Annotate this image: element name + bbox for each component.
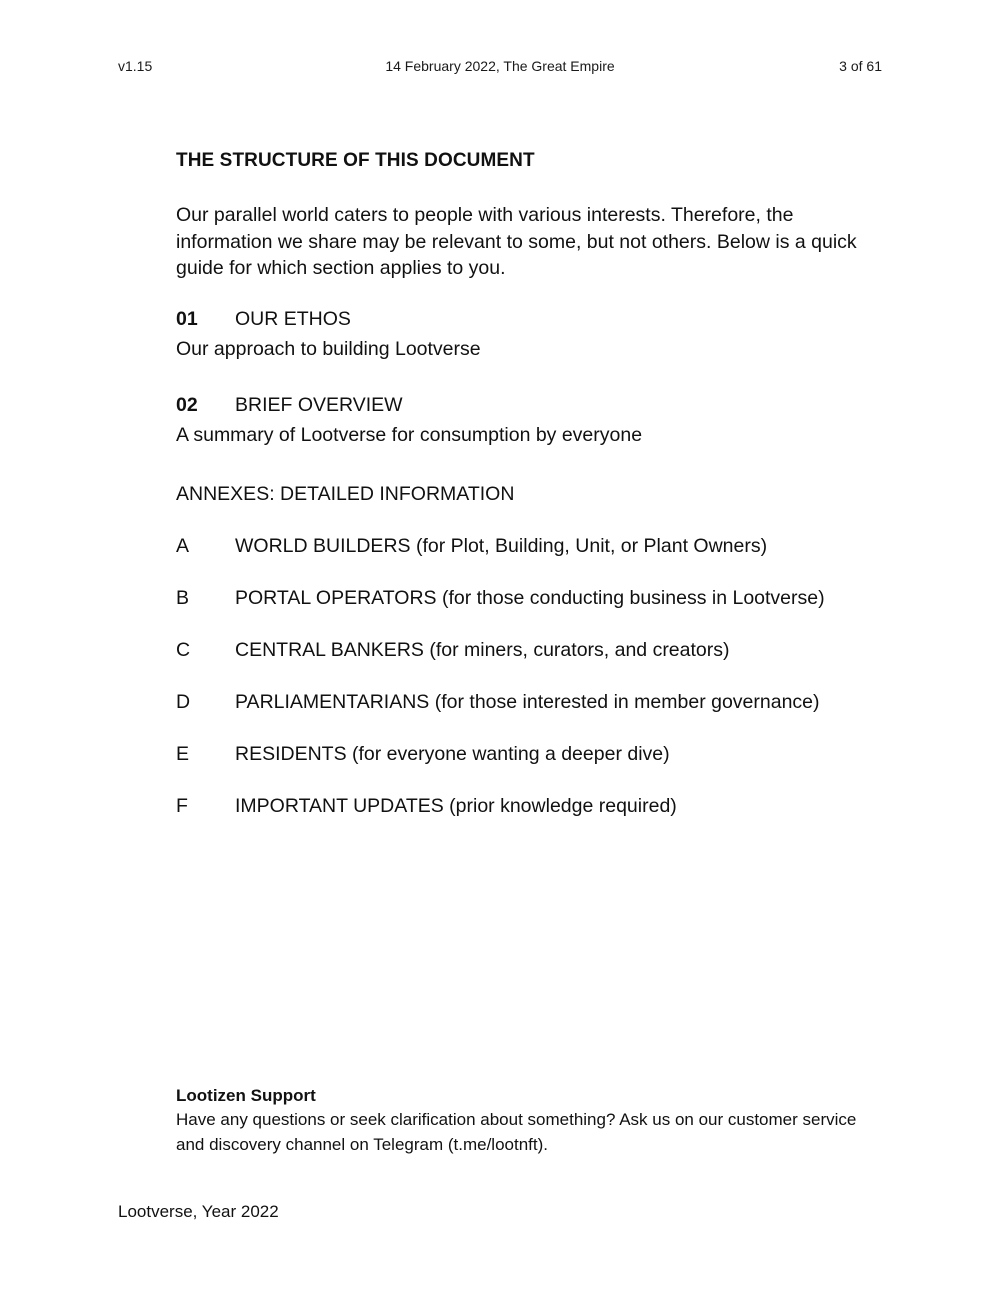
annex-letter: A xyxy=(176,535,190,557)
header-date-location: 14 February 2022, The Great Empire xyxy=(385,58,615,74)
intro-paragraph: Our parallel world caters to people with various interests. Therefore, the information we share may be relevant to some, but not others. Below is a quick guide for which section applies to you. xyxy=(176,204,857,279)
support-title: Lootizen Support xyxy=(176,1086,316,1105)
annex-item-f xyxy=(176,793,677,819)
annex-letter: D xyxy=(176,691,191,713)
annex-item-d xyxy=(176,689,820,715)
annex-item-a xyxy=(176,533,767,559)
annex-text: PARLIAMENTARIANS (for those interested in member governance) xyxy=(235,691,820,713)
support-section xyxy=(176,1084,876,1157)
section-01 xyxy=(176,306,886,362)
section-number: 02 xyxy=(176,394,198,416)
annex-text: CENTRAL BANKERS (for miners, curators, and creators) xyxy=(235,639,730,661)
annex-item-e xyxy=(176,741,670,767)
annex-item-c xyxy=(176,637,730,663)
annex-text: PORTAL OPERATORS (for those conducting business in Lootverse) xyxy=(235,587,825,609)
annexes-heading: ANNEXES: DETAILED INFORMATION xyxy=(176,483,515,505)
annex-letter: F xyxy=(176,795,188,817)
section-name: OUR ETHOS xyxy=(235,308,351,330)
page-number: 3 of 61 xyxy=(839,58,882,74)
support-text: Have any questions or seek clarification about something? Ask us on our customer service and discovery channel on Telegram (t.me/lootnft). xyxy=(176,1110,857,1154)
annex-letter: B xyxy=(176,587,190,609)
page-header xyxy=(118,58,882,78)
annex-letter: E xyxy=(176,743,190,765)
section-name: BRIEF OVERVIEW xyxy=(235,394,403,416)
section-number: 01 xyxy=(176,308,198,330)
annex-item-b xyxy=(176,585,825,611)
section-description: Our approach to building Lootverse xyxy=(176,338,481,360)
annex-text: IMPORTANT UPDATES (prior knowledge required) xyxy=(235,795,677,817)
document-body xyxy=(176,148,886,817)
annex-text: RESIDENTS (for everyone wanting a deeper dive) xyxy=(235,743,670,765)
annex-text: WORLD BUILDERS (for Plot, Building, Unit, or Plant Owners) xyxy=(235,535,768,557)
version-label: v1.15 xyxy=(118,58,153,74)
section-02 xyxy=(176,392,886,448)
section-description: A summary of Lootverse for consumption by everyone xyxy=(176,424,643,446)
page-title: THE STRUCTURE OF THIS DOCUMENT xyxy=(176,150,535,171)
annex-letter: C xyxy=(176,639,191,661)
page-footer: Lootverse, Year 2022 xyxy=(118,1202,279,1221)
